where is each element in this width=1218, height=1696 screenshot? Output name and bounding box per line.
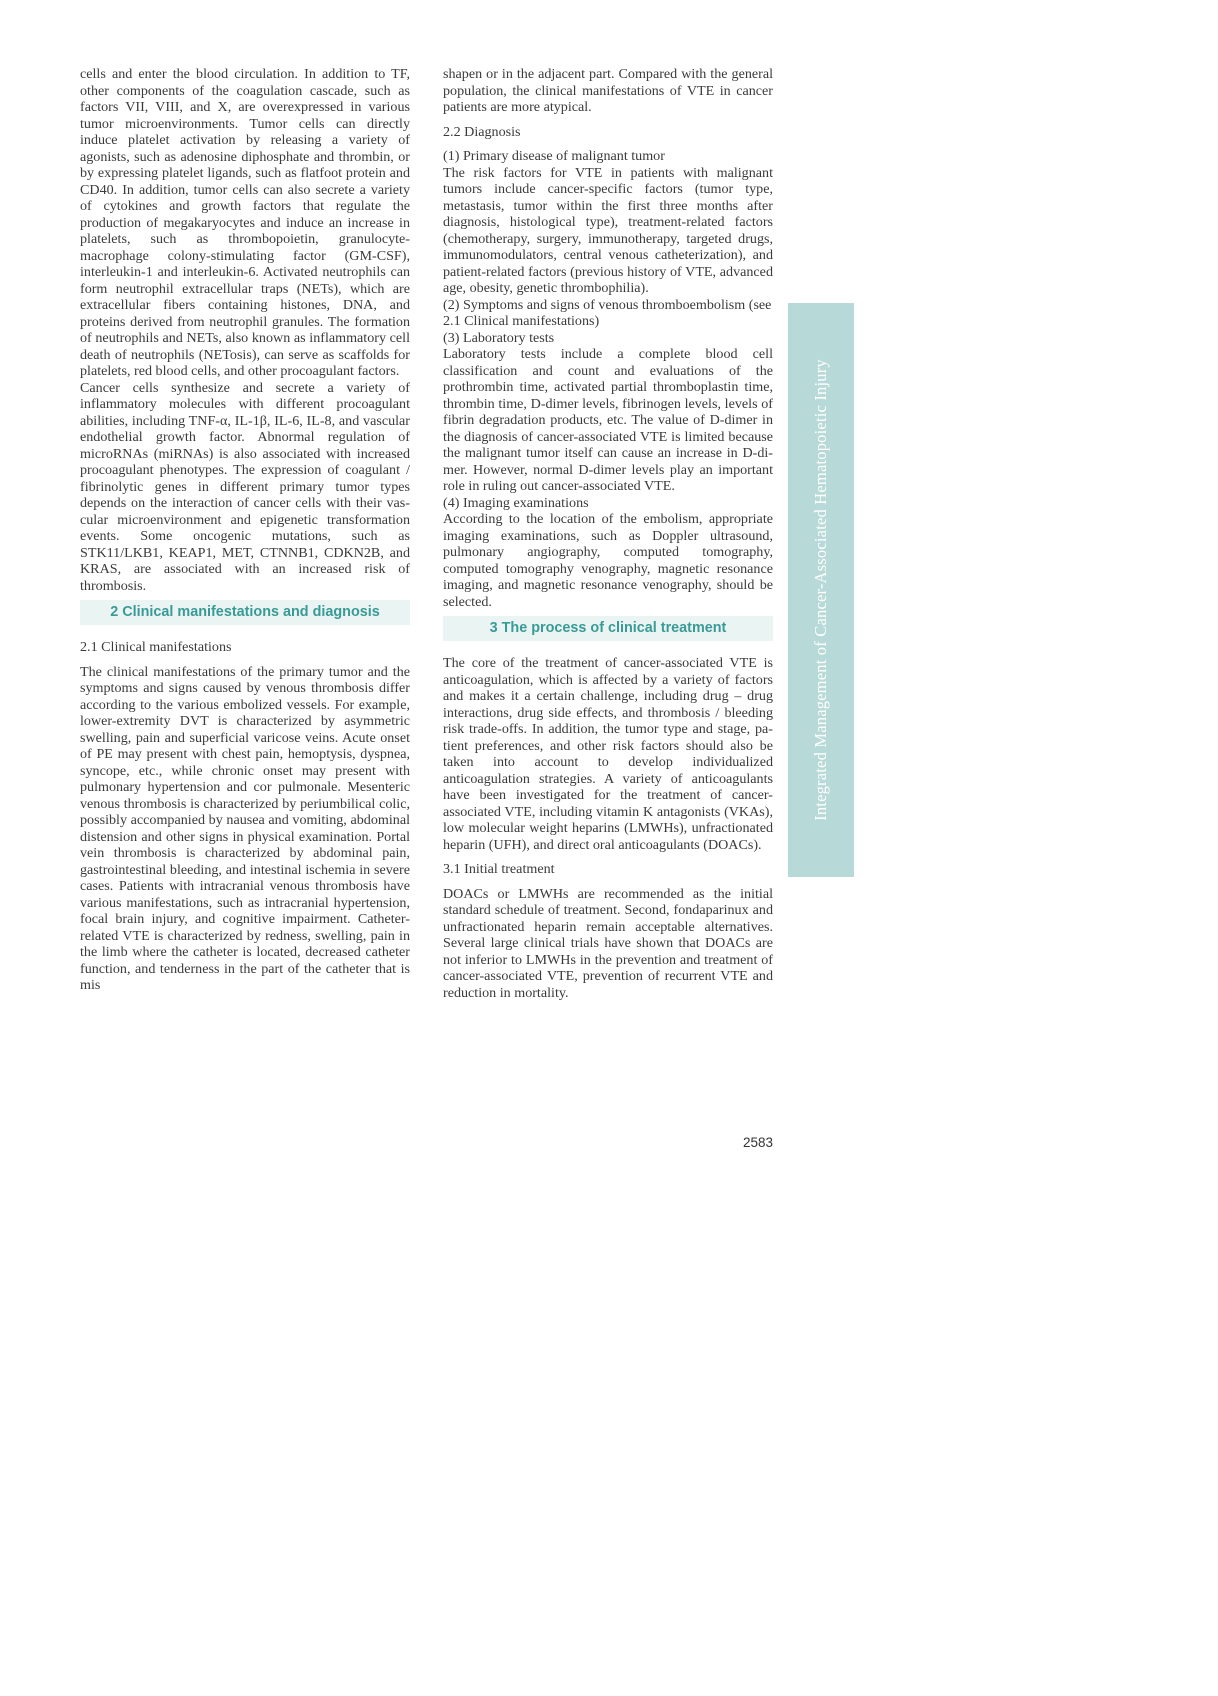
- page-number: 2583: [742, 1135, 773, 1150]
- right-column: [443, 66, 773, 1001]
- list-item-heading: (2) Symptoms and signs of venous thromboembolism (see 2.1 Clinical manifestations): [443, 296, 772, 329]
- paragraph: The risk factors for VTE in patients with malignant tumors include cancer-specific factors (tumor type, metastasis, tumor within the first three months after diagnosis, histological type), treatment-related factors (chemotherapy, surgery, immunotherapy, targeted drugs, immunomodulators, central venous catheterization), and patient-related factors (previous history of VTE, advanced age, obesity, genetic thrombophilia).: [443, 164, 773, 296]
- subsection-heading: 2.2 Diagnosis: [443, 123, 521, 140]
- paragraph: shapen or in the adjacent part. Compared with the general population, the clinical manifestations of VTE in cancer patients are more atypical.: [443, 66, 773, 115]
- left-column: [80, 66, 410, 994]
- subsection-heading: 2.1 Clinical manifestations: [80, 639, 232, 655]
- paragraph: Cancer cells synthesize and secrete a variety of inflammatory molecules with different procoagulant abilities, including TNF-α, IL-1β, IL-6, IL-8, and vascular endothelial growth factor. Abnormal regulation of microRNAs (miRNAs) is also associated with increased procoagulant phenotypes. The expression of coagulant / fibrinolytic genes in different primary tumor types depends on the interaction of cancer cells with their vascular microenvironment and epigenetic transformation events. Some oncogenic mutations, such as STK11/LKB1, KEAP1, MET, CTNNB1, CDKN2B, and KRAS, are associated with an increased risk of thrombosis.: [80, 379, 410, 594]
- running-title-sidebar: [788, 303, 854, 877]
- paragraph: According to the location of the embolism, appropriate imaging examinations, such as Doppler ultrasound, pulmonary angiography, computed tomography, computed tomography venography, magnetic resonance imaging, and magnetic resonance venography, should be selected.: [443, 511, 773, 610]
- paragraph: The clinical manifestations of the primary tumor and the symptoms and signs caused by venous thrombosis differ according to the various embolized vessels. For example, lower-extremity DVT is characterized by asymmetric swelling, pain and superficial varicose veins. Acute onset of PE may present with chest pain, hemoptysis, dyspnea, syncope, etc., while chronic onset may present with pulmonary hypertension and cor pulmonale. Mesenteric venous thrombosis is characterized by periumbilical colic, possibly accompanied by nausea and vomiting, abdominal distension and other signs in physical examination. Portal vein thrombosis is characterized by abdominal pain, gastrointestinal bleeding, and intestinal ischemia in severe cases. Patients with intracranial venous thrombosis have various manifestations, such as intracranial hypertension, focal brain injury, and cognitive impairment. Catheter-related VTE is characterized by redness, swelling, pain in the limb where the catheter is located, decreased catheter function, and tenderness in the part of the catheter that is mis: [80, 663, 410, 993]
- paragraph: Laboratory tests include a complete blood cell classification and count and evaluations of the prothrombin time, activated partial thromboplastin time, thrombin time, D-dimer levels, fibrinogen levels, levels of fibrin degradation products, etc. The value of D-dimer in the diagnosis of cancer-associated VTE is limited because the malignant tumor itself can cause an increase in D-dimer. However, normal D-dimer levels play an important role in ruling out cancer-associated VTE.: [443, 346, 773, 494]
- list-item-heading: (4) Imaging examinations: [443, 494, 589, 511]
- paragraph: cells and enter the blood circulation. In addition to TF, other components of the coagulation cascade, such as factors VII, VIII, and X, are overexpressed in various tumor microenvironments. Tumor cells can directly induce platelet activation by releasing a variety of agonists, such as adenosine diphosphate and thrombin, or by expressing platelet ligands, such as flatfoot protein and CD40. In addition, tumor cells can also secrete a variety of cytokines and growth factors that regulate the production of megakaryocytes and induce an increase in platelets, such as thrombopoietin, granulocyte-macrophage colony-stimulating factor (GM-CSF), interleukin-1 and interleukin-6. Activated neutrophils can form neutrophil extracellular traps (NETs), which are extracellular fibers containing histones, DNA, and proteins derived from neutrophil granules. The formation of neutrophils and NETs, also known as inflammatory cell death of neutrophils (NETosis), can serve as scaffolds for platelets, red blood cells, and other procoagulant factors.: [80, 66, 410, 379]
- subsection-heading: 3.1 Initial treatment: [443, 861, 555, 877]
- list-item-heading: (3) Laboratory tests: [443, 329, 555, 346]
- paragraph: DOACs or LMWHs are recommended as the initial standard schedule of treatment. Second, fondaparinux and unfractionated heparin remain acceptable alternatives. Several large clinical trials have shown that DOACs are not inferior to LMWHs in the prevention and treatment of cancer-associated VTE, prevention of recurrent VTE and reduction in mortality.: [443, 885, 773, 1001]
- running-title-text: Integrated Management of Cancer-Associated Hematopoietic Injury: [811, 359, 830, 821]
- section-heading: 3 The process of clinical treatment: [443, 616, 773, 641]
- list-item-heading: (1) Primary disease of malignant tumor: [443, 148, 665, 164]
- paragraph: The core of the treatment of cancer-associated VTE is anticoagulation, which is affected by a variety of factors and makes it a certain challenge, including drug – drug interactions, drug side effects, and thrombosis / bleeding risk trade-offs. In addition, the tumor type and stage, patient preferences, and other risk factors should also be taken into account to develop individualized anticoagulation strategies. A variety of anticoagulants have been investigated for the treatment of cancer-associated VTE, including vitamin K antagonists (VKAs), low molecular weight heparins (LMWHs), unfractionated heparin (UFH), and direct oral anticoagulants (DOACs).: [443, 655, 773, 853]
- section-heading: 2 Clinical manifestations and diagnosis: [80, 600, 410, 625]
